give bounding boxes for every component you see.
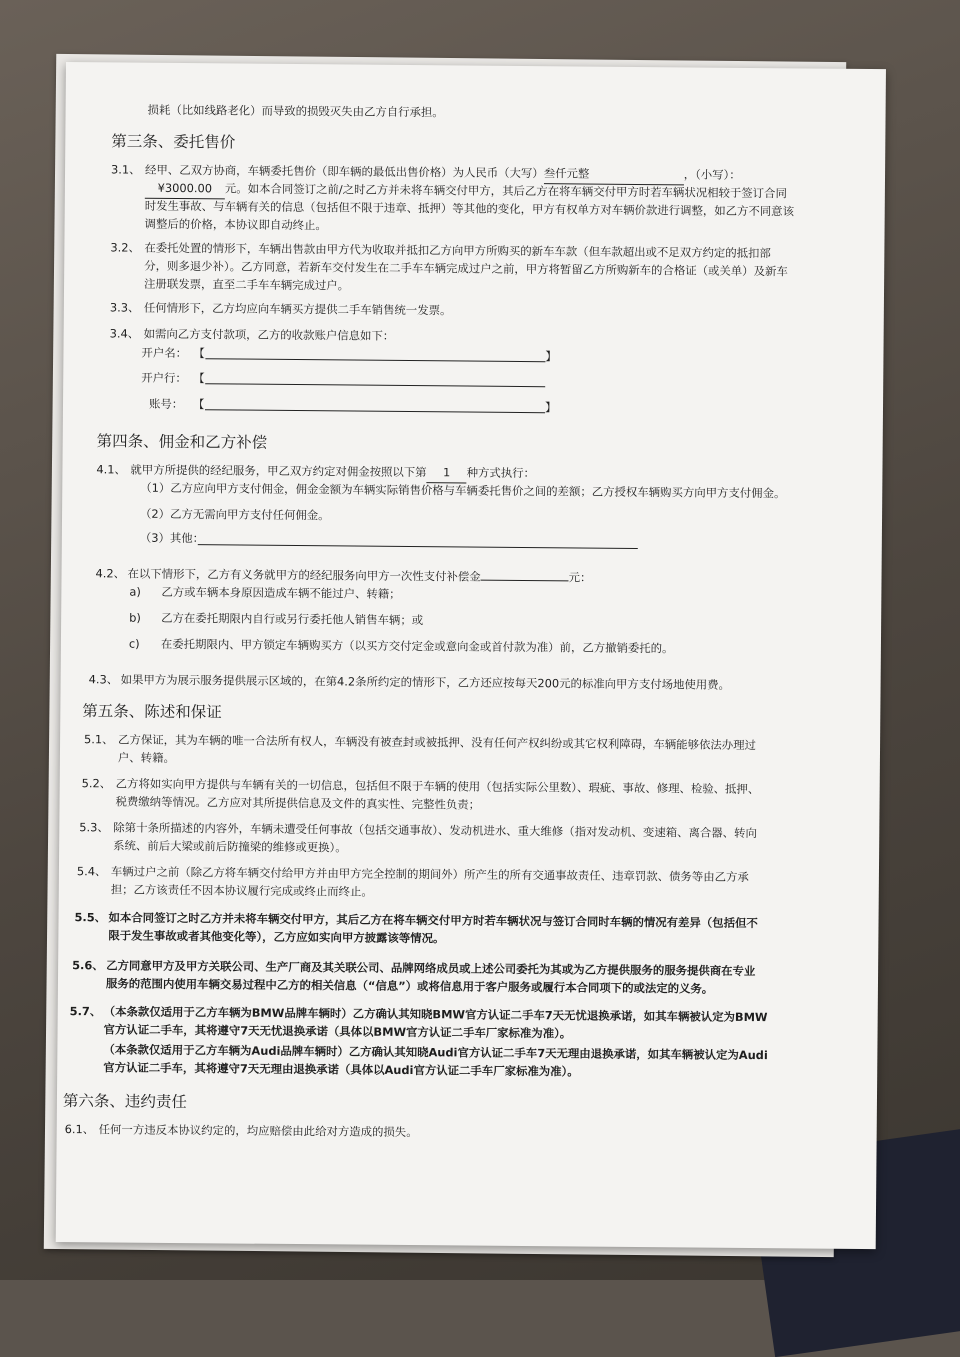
clause-5-7-line-1: （本条款仅适用于乙方车辆为BMW品牌车辆时）乙方确认其知晓BMW官方认证二手车7天无忧退换承诺，如其车辆被认定为BMW [103, 1004, 768, 1025]
clause-5-7-line-4: 官方认证二手车，其将遵守7天无理由退换承诺（具体以Audi官方认证二手车厂家标准为准）。 [103, 1060, 579, 1079]
clause-4-2-line: 在以下情形下，乙方有义务就甲方的经纪服务向甲方一次性支付补偿金 元： [127, 566, 592, 585]
clause-4-2-item-b-key: b) [129, 610, 141, 625]
account-number-bracket-left: 【 [192, 397, 205, 412]
clause-3-1-number: 3.1、 [111, 162, 141, 177]
commission-option-2: （2）乙方无需向甲方支付任何佣金。 [140, 506, 330, 523]
clause-3-1-line-1: 经甲、乙双方协商，车辆委托售价（即车辆的最低出售价格）为人民币（大写）叁仟元整 ，（小写）： [145, 161, 741, 186]
clause-5-7-number: 5.7、 [69, 1004, 102, 1019]
clause-5-3-number: 5.3、 [79, 820, 109, 835]
clause-5-6-line-2: 服务的范围内使用车辆交易过程中乙方的相关信息（“信息”）或将信息用于客户服务或履行本合同项下的或法定的义务。 [105, 976, 714, 996]
clause-5-4-line-1: 车辆过户之前（除乙方将车辆交付给甲方并由甲方完全控制的期间外）所产生的所有交通事故责任、违章罚款、债务等由乙方承 [110, 864, 749, 884]
carryover-line: 损耗（比如线路老化）而导致的损毁灭失由乙方自行承担。 [147, 102, 444, 120]
clause-4-1-line: 就甲方所提供的经纪服务，甲乙双方约定对佣金按照以下第 1 种方式执行： [130, 461, 535, 484]
bank-name-field [205, 383, 545, 387]
clause-3-2-number: 3.2、 [110, 240, 140, 255]
clause-5-1-number: 5.1、 [84, 732, 114, 747]
clause-3-2-line-1: 在委托处置的情形下，车辆出售款由甲方代为收取并抵扣乙方向甲方所购买的新车车款（但车款超出或不足双方约定的抵扣部 [144, 240, 771, 261]
clause-4-2-item-c-key: c) [128, 636, 140, 651]
section-6-title: 第六条、违约责任 [62, 1092, 188, 1112]
clause-5-5-number: 5.5、 [74, 910, 107, 925]
section-5-title: 第五条、陈述和保证 [82, 702, 222, 722]
section-4-title: 第四条、佣金和乙方补偿 [96, 432, 268, 452]
bank-name-label: 开户行： [141, 370, 187, 386]
clause-5-4-number: 5.4、 [76, 864, 107, 879]
clause-5-5-line-2: 限于发生事故或者其他变化等），乙方应如实向甲方披露该等情况。 [108, 928, 445, 946]
clause-5-1-line-1: 乙方保证，其为车辆的唯一合法所有权人，车辆没有被查封或被抵押、没有任何产权纠纷或其它权利障碍，车辆能够依法办理过 [118, 732, 757, 753]
commission-other-field [198, 544, 638, 549]
account-name-bracket-left: 【 [193, 346, 205, 361]
section-3-title: 第三条、委托售价 [111, 132, 236, 152]
clause-5-2-line-1: 乙方将如实向甲方提供与车辆有关的一切信息，包括但不限于车辆的使用（包括实际公里数）、瑕疵、事故、修理、检验、抵押、 [115, 776, 760, 797]
account-name-field [205, 358, 545, 362]
clause-3-1-line-3: 时发生事故、与车辆有关的信息（包括但不限于违章、抵押）等其他的变化，甲方有权单方对车辆价款进行调整，如乙方不同意该 [144, 198, 795, 219]
clause-5-7-line-3: （本条款仅适用于乙方车辆为Audi品牌车辆时）乙方确认其知晓Audi官方认证二手车7天无理由退换承诺，如其车辆被认定为Audi [103, 1042, 768, 1063]
clause-3-4-text: 如需向乙方支付款项，乙方的收款账户信息如下： [143, 326, 395, 343]
clause-3-2-line-2: 分，则多退少补）。乙方同意，若新车交付发生在二手车车辆完成过户之前，甲方将暂留乙方所购新车的合格证（或关单）及新车 [144, 258, 788, 279]
commission-option-1: （1）乙方应向甲方支付佣金，佣金金额为车辆实际销售价格与车辆委托售价之间的差额；乙方授权车辆购买方向甲方支付佣金。 [140, 480, 786, 501]
clause-3-4-number: 3.4、 [109, 326, 140, 341]
price-upper-case: 叁仟元整 [544, 164, 684, 185]
clause-3-3-number: 3.3、 [109, 300, 140, 315]
clause-4-2-item-c: 在委托期限内、甲方锁定车辆购买方（以买方交付定金或意向金或首付款为准）前，乙方撤销委托的。 [160, 636, 674, 656]
clause-6-1-text: 任何一方违反本协议约定的，均应赔偿由此给对方造成的损失。 [98, 1122, 418, 1140]
clause-5-1-line-2: 户、转籍。 [117, 750, 175, 765]
clause-3-2-line-3: 注册联发票，直至二手车车辆完成过户。 [144, 276, 350, 293]
account-number-field [205, 409, 545, 413]
clause-5-4-line-2: 担；乙方该责任不因本协议履行完成或终止而终止。 [110, 882, 373, 899]
clause-4-2-item-a-key: a) [129, 584, 141, 599]
clause-4-3-number: 4.3、 [88, 672, 119, 687]
clause-5-5-line-1: 如本合同签订之时乙方并未将车辆交付甲方，其后乙方在将车辆交付甲方时若车辆状况与签订合同时车辆的情况有差异（包括但不 [108, 910, 758, 931]
clause-5-6-number: 5.6、 [72, 958, 104, 973]
account-number-bracket-right: 】 [544, 400, 557, 415]
compensation-amount-field [481, 580, 569, 582]
clause-5-6-line-1: 乙方同意甲方及甲方关联公司、生产厂商及其关联公司、品牌网络成员或上述公司委托为其或为乙方提供服务的服务提供商在专业 [106, 958, 756, 979]
clause-3-1-line-2: ¥3000.00 元。如本合同签订之前/之时乙方并未将车辆交付甲方，其后乙方在将车辆交付甲方时若车辆状况相较于签订合同 [145, 179, 787, 204]
clause-4-3-text: 如果甲方为展示服务提供展示区域的，在第4.2条所约定的情形下，乙方还应按每天200元的标准向甲方支付场地使用费。 [120, 672, 731, 692]
contract-page [56, 62, 886, 1249]
clause-6-1-number: 6.1、 [64, 1122, 95, 1137]
clause-4-1-number: 4.1、 [96, 462, 127, 477]
account-number-label: 账号： [148, 396, 184, 412]
clause-4-2-item-a: 乙方或车辆本身原因造成车辆不能过户、转籍； [161, 584, 401, 601]
clause-5-3-line-1: 除第十条所描述的内容外，车辆未遭受任何事故（包括交通事故）、发动机进水、重大维修（指对发动机、变速箱、离合器、转向 [113, 820, 757, 841]
clause-4-2-number: 4.2、 [95, 566, 126, 581]
clause-3-1-line-4: 调整后的价格，本协议即自动终止。 [144, 216, 327, 233]
clause-5-2-line-2: 税费缴纳等情况。乙方应对其所提供信息及文件的真实性、完整性负责； [115, 794, 481, 812]
account-name-bracket-right: 】 [545, 349, 557, 364]
commission-option-3: （3）其他： [139, 530, 205, 546]
commission-option-choice: 1 [427, 463, 467, 483]
account-name-label: 开户名： [141, 345, 188, 361]
clause-5-3-line-2: 系统、前后大梁或前后防撞梁的维修或更换）。 [113, 838, 347, 855]
bank-name-bracket-left: 【 [193, 371, 205, 386]
clause-5-7-line-2: 官方认证二手车，其将遵守7天无忧退换承诺（具体以BMW官方认证二手车厂家标准为准）。 [103, 1022, 572, 1041]
clause-4-2-item-b: 乙方在委托期限内自行或另行委托他人销售车辆；或 [161, 610, 424, 628]
clause-5-2-number: 5.2、 [81, 776, 112, 791]
clause-3-3-text: 任何情形下，乙方均应向车辆买方提供二手车销售统一发票。 [143, 300, 452, 318]
price-lower-case: ¥3000.00 [145, 179, 225, 199]
